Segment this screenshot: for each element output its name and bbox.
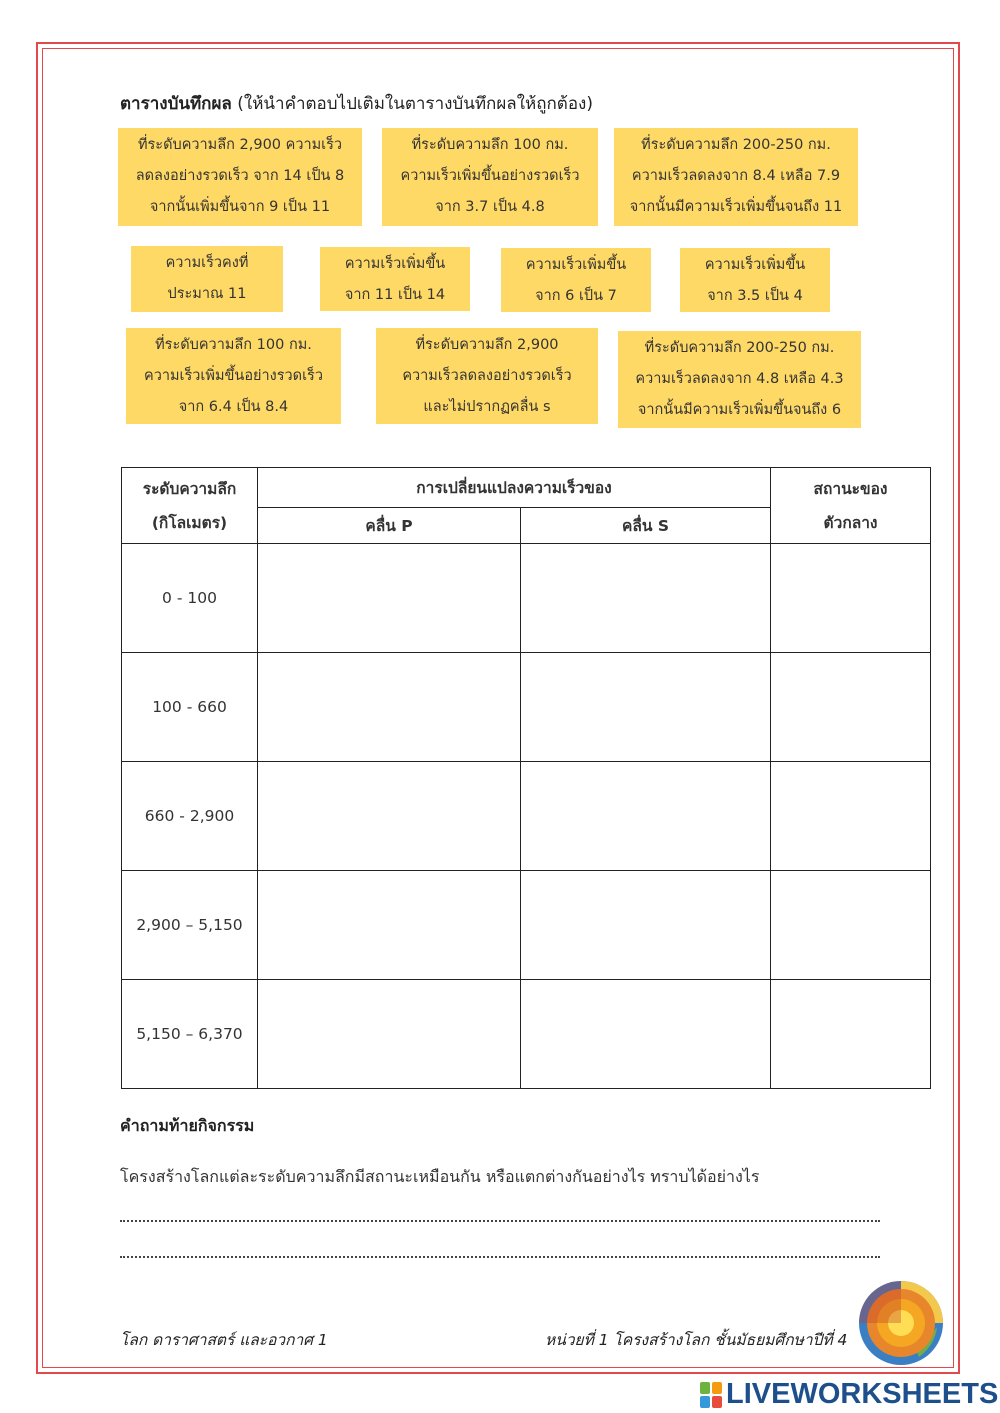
answer-line-1[interactable] xyxy=(120,1220,880,1222)
table-row xyxy=(122,762,931,871)
state-input-cell[interactable] xyxy=(771,653,931,762)
answer-card[interactable]: ที่ระดับความลึก 200-250 กม. ความเร็วลดลงจาก 8.4 เหลือ 7.9 จากนั้นมีความเร็วเพิ่มขึ้นจนถึง 11 xyxy=(614,128,858,226)
question-title: คำถามท้ายกิจกรรม xyxy=(120,1116,255,1135)
table-row xyxy=(122,871,931,980)
state-input-cell[interactable] xyxy=(771,980,931,1089)
answer-card[interactable]: ที่ระดับความลึก 100 กม. ความเร็วเพิ่มขึ้นอย่างรวดเร็ว จาก 3.7 เป็น 4.8 xyxy=(382,128,598,226)
record-table-heading xyxy=(120,90,593,117)
s-wave-drop-zone[interactable] xyxy=(521,653,771,762)
answer-card[interactable]: ที่ระดับความลึก 100 กม. ความเร็วเพิ่มขึ้นอย่างรวดเร็ว จาก 6.4 เป็น 8.4 xyxy=(126,328,341,424)
p-wave-drop-zone[interactable] xyxy=(258,980,521,1089)
brand-name: LIVEWORKSHEETS xyxy=(726,1378,999,1410)
question-text: โครงสร้างโลกแต่ละระดับความลึกมีสถานะเหมือนกัน หรือแตกต่างกันอย่างไร ทราบได้อย่างไร xyxy=(120,1167,760,1186)
heading-instruction: (ให้นำคำตอบไปเติมในตารางบันทึกผลให้ถูกต้อง) xyxy=(237,94,593,114)
state-input-cell[interactable] xyxy=(771,871,931,980)
answer-card[interactable]: ความเร็วเพิ่มขึ้น จาก 11 เป็น 14 xyxy=(320,247,470,311)
footer-subject: โลก ดาราศาสตร์ และอวกาศ 1 xyxy=(120,1331,328,1349)
s-wave-drop-zone[interactable] xyxy=(521,544,771,653)
heading-title: ตารางบันทึกผล xyxy=(120,94,232,114)
s-wave-drop-zone[interactable] xyxy=(521,871,771,980)
table-row xyxy=(122,653,931,762)
s-wave-drop-zone[interactable] xyxy=(521,762,771,871)
liveworksheets-logo[interactable] xyxy=(700,1378,998,1411)
state-input-cell[interactable] xyxy=(771,762,931,871)
p-wave-drop-zone[interactable] xyxy=(258,871,521,980)
answer-card[interactable]: ความเร็วคงที่ ประมาณ 11 xyxy=(131,246,283,312)
answer-card[interactable]: ความเร็วเพิ่มขึ้น จาก 6 เป็น 7 xyxy=(501,248,651,312)
table-row xyxy=(122,544,931,653)
answer-line-2[interactable] xyxy=(120,1256,880,1258)
answer-card[interactable]: ที่ระดับความลึก 2,900 ความเร็วลดลงอย่างรวดเร็ว และไม่ปรากฏคลื่น s xyxy=(376,328,598,424)
table-row xyxy=(122,980,931,1089)
depth-cell: 2,900 – 5,150 xyxy=(122,871,258,980)
s-wave-header: คลื่น S xyxy=(521,508,771,544)
s-wave-drop-zone[interactable] xyxy=(521,980,771,1089)
depth-cell: 100 - 660 xyxy=(122,653,258,762)
p-wave-header: คลื่น P xyxy=(258,508,521,544)
earth-cross-section-icon xyxy=(855,1273,947,1369)
state-input-cell[interactable] xyxy=(771,544,931,653)
record-table xyxy=(121,467,931,1089)
footer-unit: หน่วยที่ 1 โครงสร้างโลก ชั้นมัธยมศึกษาปีที่ 4 xyxy=(545,1331,848,1349)
medium-state-header: สถานะของ ตัวกลาง xyxy=(771,468,931,544)
p-wave-drop-zone[interactable] xyxy=(258,653,521,762)
answer-card[interactable]: ความเร็วเพิ่มขึ้น จาก 3.5 เป็น 4 xyxy=(680,248,830,312)
p-wave-drop-zone[interactable] xyxy=(258,762,521,871)
depth-cell: 660 - 2,900 xyxy=(122,762,258,871)
p-wave-drop-zone[interactable] xyxy=(258,544,521,653)
brand-grid-icon xyxy=(700,1382,722,1408)
answer-card[interactable]: ที่ระดับความลึก 200-250 กม. ความเร็วลดลงจาก 4.8 เหลือ 4.3 จากนั้นมีความเร็วเพิ่มขึ้นจนถึง 6 xyxy=(618,331,861,428)
velocity-change-header: การเปลี่ยนแปลงความเร็วของ xyxy=(258,468,771,508)
depth-cell: 5,150 – 6,370 xyxy=(122,980,258,1089)
depth-cell: 0 - 100 xyxy=(122,544,258,653)
answer-card[interactable]: ที่ระดับความลึก 2,900 ความเร็ว ลดลงอย่างรวดเร็ว จาก 14 เป็น 8 จากนั้นเพิ่มขึ้นจาก 9 เป็น 11 xyxy=(118,128,362,226)
depth-header: ระดับความลึก (กิโลเมตร) xyxy=(122,468,258,544)
